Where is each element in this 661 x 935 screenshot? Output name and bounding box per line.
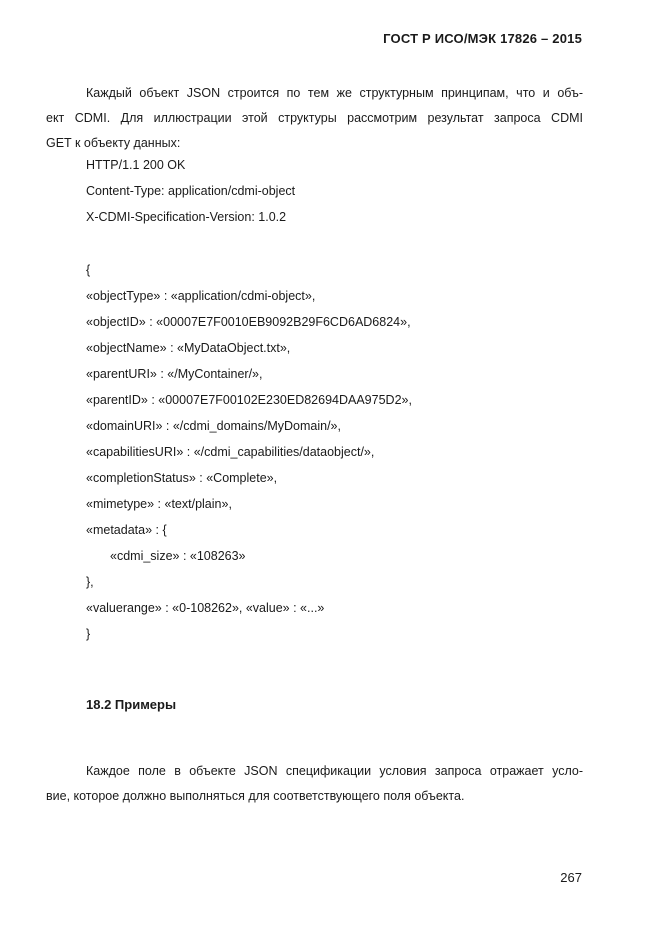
page-number: 267	[560, 870, 582, 885]
intro-line-2: ект CDMI. Для иллюстрации этой структуры рассмотрим результат запроса CDMI	[46, 111, 583, 125]
json-line: «mimetype» : «text/plain»,	[86, 497, 232, 511]
closing-line-2: вие, которое должно выполняться для соответствующего поля объекта.	[46, 789, 465, 803]
intro-paragraph	[46, 81, 583, 156]
json-line: «parentURI» : «/MyContainer/»,	[86, 367, 263, 381]
intro-line-3: GET к объекту данных:	[46, 136, 181, 150]
json-line: «parentID» : «00007E7F00102E230ED82694DAA975D2»,	[86, 393, 412, 407]
json-line: }	[86, 627, 91, 641]
json-line: «objectType» : «application/cdmi-object»,	[86, 289, 316, 303]
json-line: «capabilitiesURI» : «/cdmi_capabilities/dataobject/»,	[86, 445, 375, 459]
json-line: «objectID» : «00007E7F0010EB9092B29F6CD6AD6824»,	[86, 315, 411, 329]
json-line: «objectName» : «MyDataObject.txt»,	[86, 341, 291, 355]
http-content-type: Content-Type: application/cdmi-object	[86, 184, 296, 198]
http-status-line: HTTP/1.1 200 OK	[86, 158, 186, 172]
json-line-nested: «cdmi_size» : «108263»	[110, 549, 246, 563]
http-spec-version: X-CDMI-Specification-Version: 1.0.2	[86, 210, 287, 224]
json-line: «valuerange» : «0-108262», «value» : «...»	[86, 601, 325, 615]
json-line: «domainURI» : «/cdmi_domains/MyDomain/»,	[86, 419, 341, 433]
closing-paragraph	[46, 759, 583, 809]
json-line: «completionStatus» : «Complete»,	[86, 471, 278, 485]
intro-line-1: Каждый объект JSON строится по тем же структурным принципам, что и объ-	[86, 86, 583, 100]
page-header: ГОСТ Р ИСО/МЭК 17826 – 2015	[383, 31, 582, 46]
json-line: «metadata» : {	[86, 523, 167, 537]
section-title: 18.2 Примеры	[86, 697, 177, 712]
json-line: },	[86, 575, 94, 589]
closing-line-1: Каждое поле в объекте JSON спецификации условия запроса отражает усло-	[86, 764, 583, 778]
json-line: {	[86, 263, 91, 277]
